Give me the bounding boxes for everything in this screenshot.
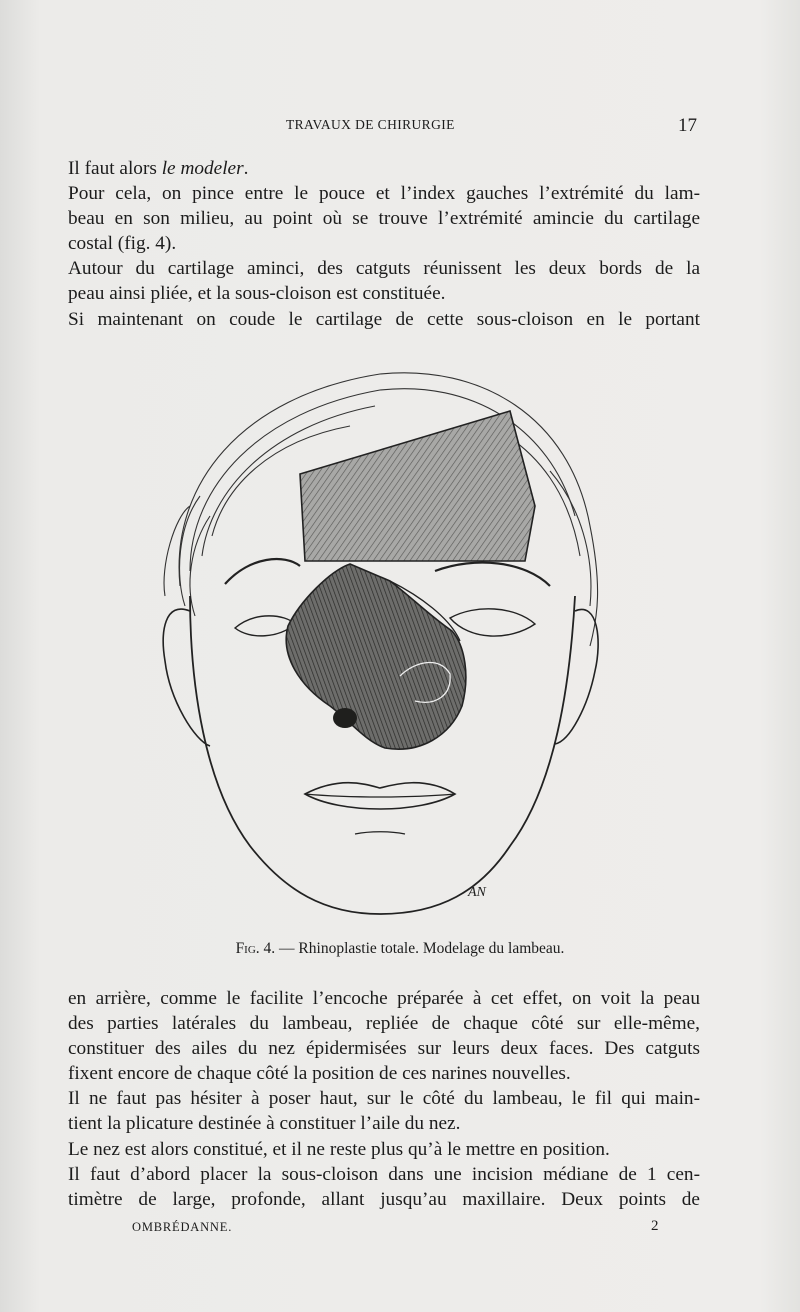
body-text-top	[68, 156, 700, 332]
text-line: Si maintenant on coude le cartilage de cette sous-cloison en le portant	[68, 308, 700, 330]
text-line: Il faut alors le modeler.	[68, 158, 249, 179]
rhinoplasty-illustration	[150, 356, 620, 916]
text-line: timètre de large, profonde, allant jusqu’au maxillaire. Deux points de	[68, 1188, 700, 1210]
page-number: 17	[678, 115, 697, 136]
emphasis: le modeler	[161, 158, 244, 179]
figure-caption-text: — Rhinoplastie totale. Modelage du lambeau.	[275, 940, 565, 957]
signature-mark: OMBRÉDANNE.	[132, 1220, 233, 1234]
figure-caption	[0, 940, 800, 958]
body-text-bottom	[68, 986, 700, 1212]
running-head	[0, 117, 800, 139]
artist-monogram: AN	[468, 885, 486, 900]
sheet-number: 2	[651, 1218, 659, 1234]
running-title: TRAVAUX DE CHIRURGIE	[286, 117, 455, 132]
text-line: en arrière, comme le facilite l’encoche préparée à cet effet, on voit la peau	[68, 988, 700, 1009]
text-line: beau en son milieu, au point où se trouve l’extrémité amincie du cartilage	[68, 208, 700, 230]
right-eye	[450, 609, 535, 636]
page-footer	[0, 1220, 800, 1240]
text-line: costal (fig. 4).	[68, 233, 177, 255]
left-eyebrow	[225, 559, 300, 584]
text-line: fixent encore de chaque côté la position de ces narines nouvelles.	[68, 1063, 571, 1085]
text-line: tient la plicature destinée à constituer l’aile du nez.	[68, 1113, 461, 1135]
text-line: Il ne faut pas hésiter à poser haut, sur le côté du lambeau, le fil qui main-	[68, 1088, 700, 1110]
right-ear	[555, 609, 598, 744]
text-line: Pour cela, on pince entre le pouce et l’index gauches l’extrémité du lam-	[68, 183, 700, 205]
text-line: constituer des ailes du nez épidermisées sur leurs deux faces. Des catguts	[68, 1038, 700, 1060]
text-line: Il faut d’abord placer la sous-cloison dans une incision médiane de 1 cen-	[68, 1163, 700, 1185]
left-ear	[163, 609, 210, 746]
text-line: des parties latérales du lambeau, repliée de chaque côté sur elle-même,	[68, 1013, 700, 1035]
text-line: peau ainsi pliée, et la sous-cloison est constituée.	[68, 283, 446, 305]
forehead-flap-area	[300, 411, 535, 561]
figure-number: Fig. 4.	[235, 940, 276, 957]
nose-flap	[286, 564, 466, 749]
text-line: Le nez est alors constitué, et il ne reste plus qu’à le mettre en position.	[68, 1138, 610, 1160]
text-line: Autour du cartilage aminci, des catguts réunissent les deux bords de la	[68, 258, 700, 280]
right-eyebrow	[435, 563, 550, 586]
